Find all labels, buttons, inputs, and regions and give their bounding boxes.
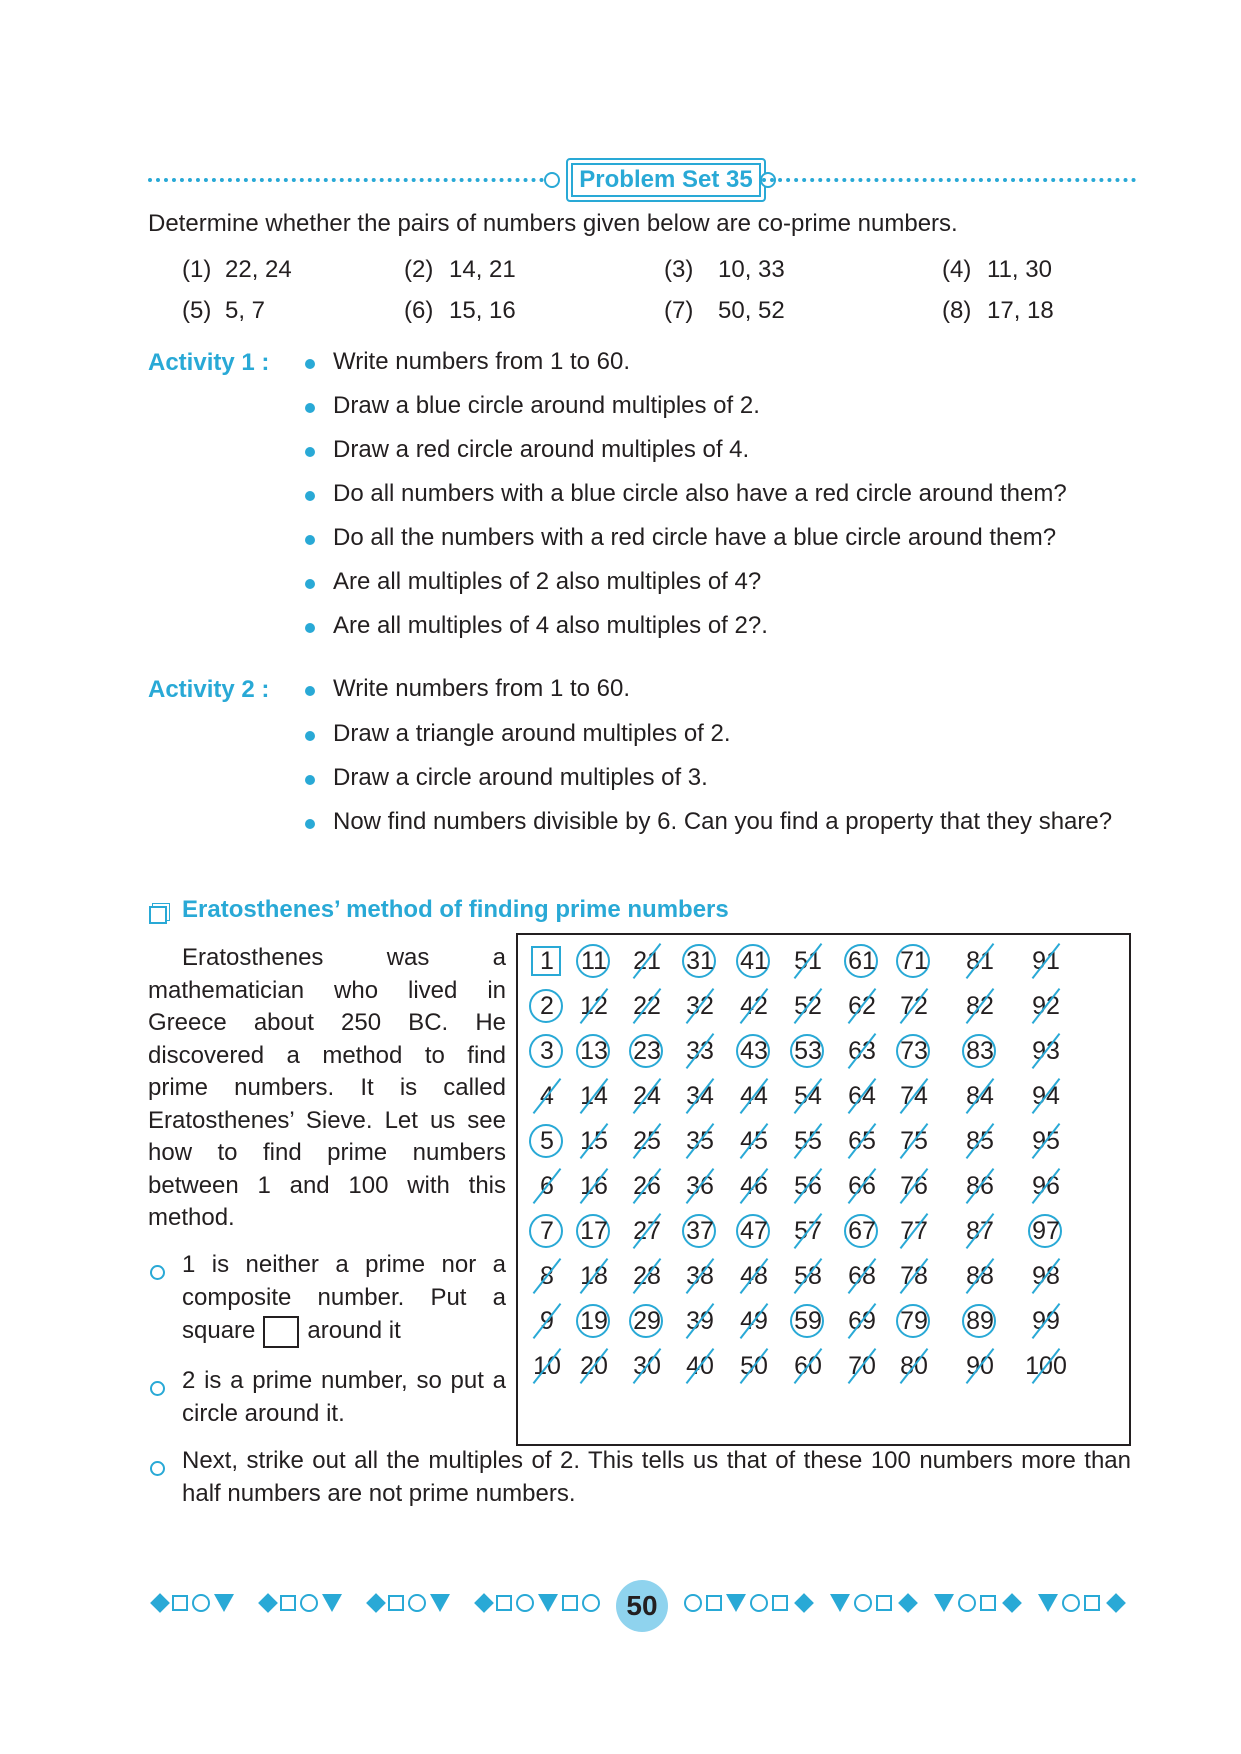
sieve-number: 70 xyxy=(848,1352,876,1380)
sieve-number: 69 xyxy=(848,1307,876,1335)
sieve-number: 40 xyxy=(686,1352,714,1380)
sieve-number: 72 xyxy=(900,992,928,1020)
sieve-number: 16 xyxy=(580,1172,608,1200)
step-text: around it xyxy=(307,1317,401,1344)
sieve-number: 46 xyxy=(740,1172,768,1200)
sieve-number: 57 xyxy=(794,1217,822,1245)
sieve-cell xyxy=(832,1166,892,1206)
sieve-number: 96 xyxy=(1032,1172,1060,1200)
sieve-number: 99 xyxy=(1032,1307,1060,1335)
sieve-cell xyxy=(670,1121,730,1161)
sieve-cell xyxy=(617,1076,677,1116)
sieve-number: 82 xyxy=(966,992,994,1020)
sieve-cell xyxy=(617,1166,677,1206)
sieve-number: 11 xyxy=(581,947,607,975)
sieve-cell xyxy=(564,1031,624,1071)
sieve-cell xyxy=(1016,941,1076,981)
sieve-number: 62 xyxy=(848,992,876,1020)
bullet-icon xyxy=(305,819,315,829)
sieve-cell xyxy=(724,1031,784,1071)
sieve-cell xyxy=(670,986,730,1026)
header-dotted-rule-right xyxy=(762,178,1136,182)
sieve-cell xyxy=(724,1256,784,1296)
sieve-number: 67 xyxy=(848,1217,876,1245)
sieve-number: 61 xyxy=(848,947,876,975)
sieve-cell xyxy=(950,1346,1010,1386)
sieve-cell xyxy=(724,1121,784,1161)
step-item xyxy=(182,1444,1131,1510)
sieve-cell xyxy=(617,1346,677,1386)
sieve-number: 32 xyxy=(686,992,714,1020)
sieve-number: 68 xyxy=(848,1262,876,1290)
section-paragraph: Eratosthenes was a mathematician who lived in Greece about 250 BC. He discovered a method to find prime numbers. It is called Eratosthenes’ Sieve. Let us see how to find prime numbers between 1 and 100 with this method. xyxy=(148,944,506,1231)
sieve-cell xyxy=(724,941,784,981)
sieve-cell xyxy=(778,986,838,1026)
footer-ornament-left xyxy=(148,1594,604,1618)
sieve-cell xyxy=(617,1211,677,1251)
sieve-grid xyxy=(516,933,1131,1446)
sieve-cell xyxy=(1016,1121,1076,1161)
sieve-number: 75 xyxy=(900,1127,928,1155)
sieve-number: 64 xyxy=(848,1082,876,1110)
sieve-cell xyxy=(884,1076,944,1116)
sieve-number: 18 xyxy=(580,1262,608,1290)
sieve-cell xyxy=(564,941,624,981)
sieve-cell xyxy=(1016,1211,1076,1251)
sieve-number: 80 xyxy=(900,1352,928,1380)
sieve-number: 91 xyxy=(1032,947,1060,975)
pair-value: 10, 33 xyxy=(718,256,785,283)
sieve-cell xyxy=(884,986,944,1026)
sieve-cell xyxy=(950,986,1010,1026)
sieve-number: 100 xyxy=(1025,1352,1067,1380)
bullet-icon xyxy=(305,579,315,589)
ring-bullet-icon xyxy=(150,1265,165,1280)
sieve-cell xyxy=(564,986,624,1026)
header-dotted-rule-left xyxy=(148,178,544,182)
sieve-number: 66 xyxy=(848,1172,876,1200)
sieve-number: 76 xyxy=(900,1172,928,1200)
section-title: Eratosthenes’ method of finding prime numbers xyxy=(182,896,729,923)
sieve-number: 52 xyxy=(794,992,822,1020)
sieve-cell xyxy=(832,1211,892,1251)
sieve-cell xyxy=(670,941,730,981)
sieve-cell xyxy=(670,1031,730,1071)
pair-label: (5) xyxy=(182,297,212,324)
sieve-cell xyxy=(778,1121,838,1161)
sieve-cell xyxy=(1016,1166,1076,1206)
activity-2-item: Draw a circle around multiples of 3. xyxy=(333,764,708,791)
sieve-cell xyxy=(564,1211,624,1251)
sieve-number: 95 xyxy=(1032,1127,1060,1155)
sieve-number: 7 xyxy=(540,1217,554,1245)
step-item xyxy=(182,1364,506,1430)
sieve-number: 23 xyxy=(633,1037,661,1065)
pair-value: 5, 7 xyxy=(225,297,266,324)
pair-label: (3) xyxy=(664,256,694,283)
sieve-cell xyxy=(670,1256,730,1296)
sieve-number: 79 xyxy=(900,1307,928,1335)
sieve-number: 94 xyxy=(1032,1082,1060,1110)
sieve-number: 55 xyxy=(794,1127,822,1155)
sieve-number: 36 xyxy=(686,1172,714,1200)
sieve-cell xyxy=(778,1346,838,1386)
sieve-cell xyxy=(778,1256,838,1296)
sieve-cell xyxy=(564,1301,624,1341)
bullet-icon xyxy=(305,491,315,501)
sieve-number: 48 xyxy=(740,1262,768,1290)
step-item xyxy=(182,1248,506,1348)
problem-set-header xyxy=(148,158,1136,202)
sieve-number: 85 xyxy=(966,1127,994,1155)
sieve-cell xyxy=(832,941,892,981)
sieve-number: 44 xyxy=(740,1082,768,1110)
pair-label: (8) xyxy=(942,297,972,324)
problem-set-title: Problem Set 35 xyxy=(579,166,753,193)
sieve-number: 49 xyxy=(740,1307,768,1335)
sieve-number: 24 xyxy=(633,1082,661,1110)
sieve-number: 20 xyxy=(580,1352,608,1380)
pair-value: 14, 21 xyxy=(449,256,516,283)
sieve-number: 21 xyxy=(633,947,661,975)
sieve-number: 53 xyxy=(794,1037,822,1065)
sieve-cell xyxy=(724,1301,784,1341)
sieve-cell xyxy=(778,941,838,981)
sieve-number: 78 xyxy=(900,1262,928,1290)
sieve-number: 92 xyxy=(1032,992,1060,1020)
bullet-icon xyxy=(305,623,315,633)
sieve-cell xyxy=(724,1211,784,1251)
sieve-cell xyxy=(564,1346,624,1386)
sieve-number: 98 xyxy=(1032,1262,1060,1290)
sieve-cell xyxy=(724,1076,784,1116)
activity-1-item: Are all multiples of 4 also multiples of 2?. xyxy=(333,612,768,639)
sieve-cell xyxy=(950,1076,1010,1116)
sieve-cell xyxy=(1016,986,1076,1026)
sieve-cell xyxy=(670,1076,730,1116)
sieve-cell xyxy=(884,941,944,981)
sieve-cell xyxy=(950,1031,1010,1071)
sieve-cell xyxy=(670,1346,730,1386)
activity-1-item: Draw a blue circle around multiples of 2. xyxy=(333,392,760,419)
sieve-number: 2 xyxy=(540,992,554,1020)
sieve-cell xyxy=(617,941,677,981)
sieve-number: 86 xyxy=(966,1172,994,1200)
sieve-number: 33 xyxy=(686,1037,714,1065)
page-number: 50 xyxy=(626,1590,658,1621)
sieve-number: 30 xyxy=(633,1352,661,1380)
activity-1-item: Write numbers from 1 to 60. xyxy=(333,348,630,375)
sieve-number: 17 xyxy=(580,1217,608,1245)
sieve-number: 29 xyxy=(633,1307,661,1335)
problem-intro: Determine whether the pairs of numbers given below are co-prime numbers. xyxy=(148,210,958,237)
sieve-cell xyxy=(670,1211,730,1251)
activity-2-item: Draw a triangle around multiples of 2. xyxy=(333,720,731,747)
sieve-number: 60 xyxy=(794,1352,822,1380)
activity-1-item: Draw a red circle around multiples of 4. xyxy=(333,436,750,463)
square-symbol-icon xyxy=(263,1316,299,1348)
sieve-number: 27 xyxy=(633,1217,661,1245)
sieve-number: 54 xyxy=(794,1082,822,1110)
sieve-number: 39 xyxy=(686,1307,714,1335)
sieve-number: 73 xyxy=(900,1037,928,1065)
sieve-cell xyxy=(950,1121,1010,1161)
sieve-number: 89 xyxy=(966,1307,994,1335)
ring-bullet-icon xyxy=(150,1461,165,1476)
sieve-number: 25 xyxy=(633,1127,661,1155)
sieve-number: 31 xyxy=(686,947,714,975)
sieve-number: 8 xyxy=(540,1262,554,1290)
sieve-cell xyxy=(832,1256,892,1296)
sieve-number: 22 xyxy=(633,992,661,1020)
sieve-cell xyxy=(884,1211,944,1251)
pair-value: 11, 30 xyxy=(987,256,1052,283)
sieve-number: 87 xyxy=(966,1217,994,1245)
sieve-number: 93 xyxy=(1032,1037,1060,1065)
sieve-cell xyxy=(884,1256,944,1296)
sieve-number: 13 xyxy=(580,1037,608,1065)
pair-label: (4) xyxy=(942,256,972,283)
sieve-cell xyxy=(950,1301,1010,1341)
sieve-number: 3 xyxy=(540,1037,554,1065)
activity-1-item: Do all numbers with a blue circle also have a red circle around them? xyxy=(333,480,1067,507)
sieve-number: 5 xyxy=(540,1127,554,1155)
bullet-icon xyxy=(305,403,315,413)
activity-1-item: Are all multiples of 2 also multiples of 4? xyxy=(333,568,762,595)
footer-ornament-right xyxy=(684,1594,1128,1618)
sieve-number: 4 xyxy=(540,1082,554,1110)
sieve-number: 38 xyxy=(686,1262,714,1290)
sieve-cell xyxy=(832,1031,892,1071)
activity-1-label: Activity 1 : xyxy=(148,349,270,376)
activity-2-item: Write numbers from 1 to 60. xyxy=(333,675,630,702)
sieve-cell xyxy=(564,1076,624,1116)
sieve-number: 58 xyxy=(794,1262,822,1290)
sieve-cell xyxy=(950,1211,1010,1251)
sieve-number: 74 xyxy=(900,1082,928,1110)
sieve-number: 59 xyxy=(794,1307,822,1335)
sieve-cell xyxy=(950,1166,1010,1206)
ring-bullet-icon xyxy=(150,1381,165,1396)
sieve-number: 56 xyxy=(794,1172,822,1200)
sieve-cell xyxy=(778,1166,838,1206)
step-text: Next, strike out all the multiples of 2. This tells us that of these 100 numbers more than half numbers are not prime numbers. xyxy=(182,1447,1131,1507)
sieve-cell xyxy=(670,1301,730,1341)
sieve-cell xyxy=(778,1076,838,1116)
sieve-number: 83 xyxy=(966,1037,994,1065)
sieve-cell xyxy=(884,1031,944,1071)
sieve-cell xyxy=(1016,1256,1076,1296)
bullet-icon xyxy=(305,447,315,457)
header-ring-left xyxy=(544,172,560,188)
bullet-icon xyxy=(305,535,315,545)
sieve-number: 19 xyxy=(580,1307,608,1335)
problem-set-title-box xyxy=(566,158,766,202)
sieve-cell xyxy=(1016,1346,1076,1386)
step-text: 2 is a prime number, so put a circle around it. xyxy=(182,1367,506,1427)
sieve-cell xyxy=(884,1121,944,1161)
sieve-cell xyxy=(832,1346,892,1386)
sieve-cell xyxy=(724,1346,784,1386)
pair-label: (7) xyxy=(664,297,694,324)
sieve-number: 47 xyxy=(740,1217,768,1245)
sieve-number: 28 xyxy=(633,1262,661,1290)
sieve-cell xyxy=(564,1256,624,1296)
sieve-number: 71 xyxy=(900,947,928,975)
pair-value: 22, 24 xyxy=(225,256,292,283)
sieve-cell xyxy=(778,1211,838,1251)
sieve-number: 65 xyxy=(848,1127,876,1155)
pair-label: (6) xyxy=(404,297,434,324)
activity-2-item: Now find numbers divisible by 6. Can you find a property that they share? xyxy=(333,808,1113,835)
sieve-number: 37 xyxy=(686,1217,714,1245)
sieve-cell xyxy=(617,986,677,1026)
sieve-number: 26 xyxy=(633,1172,661,1200)
sieve-cell xyxy=(778,1031,838,1071)
sieve-number: 9 xyxy=(540,1307,554,1335)
sieve-cell xyxy=(564,1166,624,1206)
sieve-cell xyxy=(564,1121,624,1161)
sieve-number: 1 xyxy=(540,947,554,975)
sieve-number: 6 xyxy=(540,1172,554,1200)
sieve-cell xyxy=(884,1301,944,1341)
sieve-number: 45 xyxy=(740,1127,768,1155)
sieve-number: 43 xyxy=(740,1037,768,1065)
sieve-number: 10 xyxy=(533,1352,561,1380)
sieve-cell xyxy=(950,941,1010,981)
sieve-cell xyxy=(724,1166,784,1206)
bullet-icon xyxy=(305,359,315,369)
sieve-number: 41 xyxy=(740,947,768,975)
activity-1-item: Do all the numbers with a red circle have a blue circle around them? xyxy=(333,524,1057,551)
sieve-cell xyxy=(617,1301,677,1341)
sieve-cell xyxy=(617,1256,677,1296)
bullet-icon xyxy=(305,775,315,785)
section-box-icon xyxy=(149,906,167,924)
step-text: 1 is neither a prime nor a composite number. Put a square xyxy=(182,1251,506,1344)
sieve-cell xyxy=(832,1121,892,1161)
sieve-cell xyxy=(670,1166,730,1206)
pair-value: 15, 16 xyxy=(449,297,516,324)
sieve-cell xyxy=(1016,1076,1076,1116)
sieve-cell xyxy=(778,1301,838,1341)
sieve-number: 97 xyxy=(1032,1217,1060,1245)
page-number-badge xyxy=(616,1580,668,1632)
sieve-number: 15 xyxy=(580,1127,608,1155)
sieve-number: 12 xyxy=(580,992,608,1020)
sieve-number: 35 xyxy=(686,1127,714,1155)
sieve-number: 63 xyxy=(848,1037,876,1065)
sieve-number: 14 xyxy=(580,1082,608,1110)
sieve-cell xyxy=(884,1166,944,1206)
sieve-cell xyxy=(1016,1301,1076,1341)
sieve-number: 51 xyxy=(794,947,822,975)
sieve-cell xyxy=(617,1031,677,1071)
sieve-number: 50 xyxy=(740,1352,768,1380)
pair-value: 50, 52 xyxy=(718,297,785,324)
bullet-icon xyxy=(305,686,315,696)
sieve-cell xyxy=(832,1301,892,1341)
sieve-number: 77 xyxy=(900,1217,928,1245)
pair-value: 17, 18 xyxy=(987,297,1054,324)
sieve-number: 90 xyxy=(966,1352,994,1380)
sieve-cell xyxy=(832,1076,892,1116)
sieve-cell xyxy=(832,986,892,1026)
sieve-cell xyxy=(617,1121,677,1161)
pair-label: (1) xyxy=(182,256,212,283)
sieve-cell xyxy=(724,986,784,1026)
sieve-number: 84 xyxy=(966,1082,994,1110)
activity-2-label: Activity 2 : xyxy=(148,676,270,703)
sieve-number: 81 xyxy=(966,947,994,975)
sieve-number: 34 xyxy=(686,1082,714,1110)
sieve-number: 88 xyxy=(966,1262,994,1290)
sieve-cell xyxy=(884,1346,944,1386)
sieve-cell xyxy=(1016,1031,1076,1071)
sieve-number: 42 xyxy=(740,992,768,1020)
bullet-icon xyxy=(305,731,315,741)
sieve-cell xyxy=(950,1256,1010,1296)
pair-label: (2) xyxy=(404,256,434,283)
